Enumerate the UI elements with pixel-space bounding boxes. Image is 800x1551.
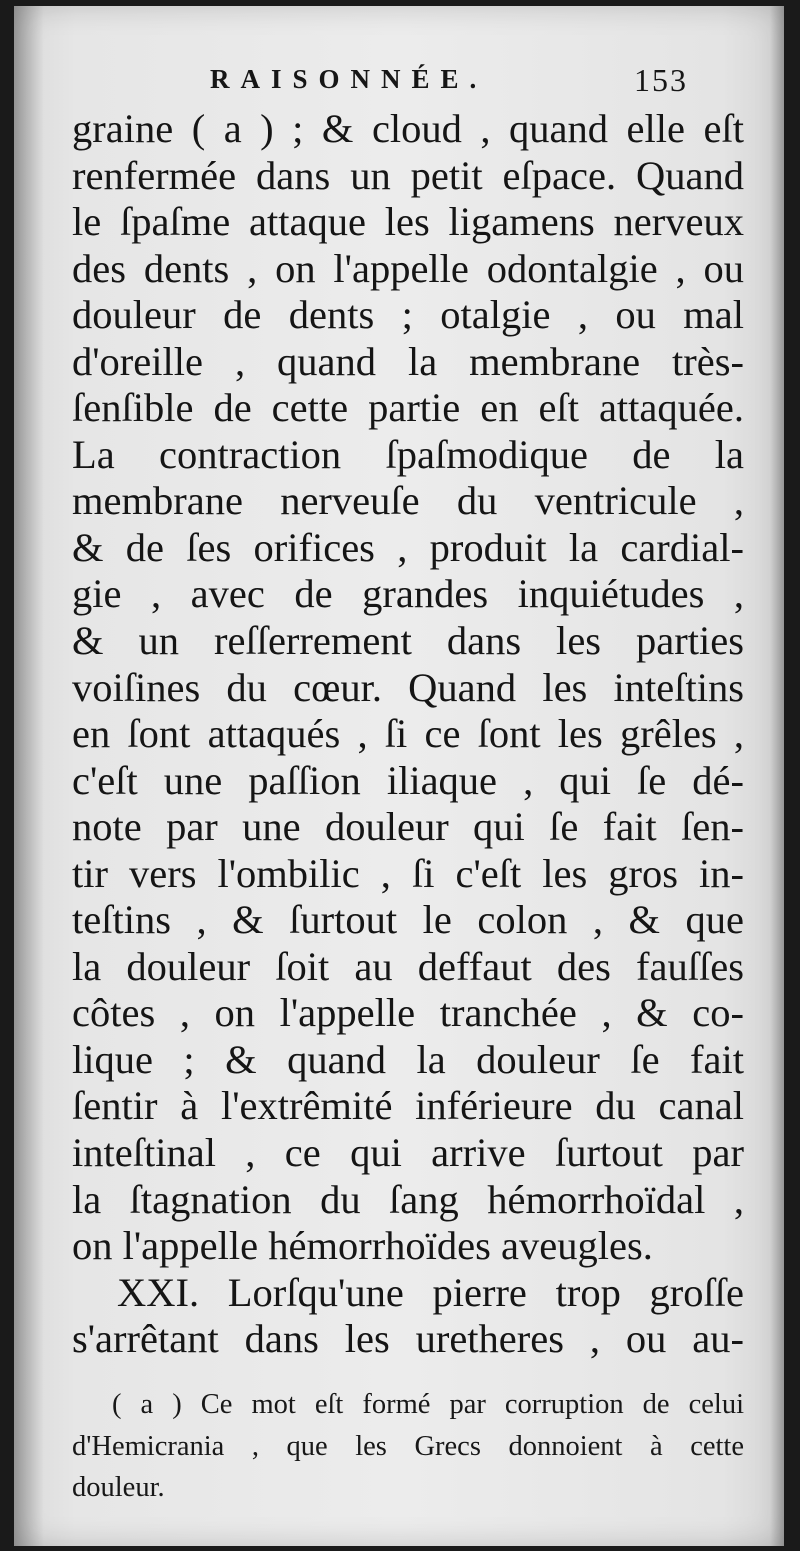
- text-line: ſenſible de cette partie en eſt attaquée.: [72, 385, 744, 431]
- text-line: renfermée dans un petit eſpace. Quand: [72, 152, 744, 198]
- text-line: & de ſes orifices , produit la cardial-: [72, 524, 744, 570]
- text-line: graine ( a ) ; & cloud , quand elle eſt: [72, 106, 744, 151]
- text-line: côtes , on l'appelle tranchée , & co-: [72, 990, 744, 1036]
- body-text: [72, 106, 744, 1363]
- text-line: inteſtinal , ce qui arrive ſurtout par: [72, 1130, 744, 1176]
- text-line: membrane nerveuſe du ventricule ,: [72, 478, 744, 524]
- text-line: en ſont attaqués , ſi ce ſont les grêles ,: [72, 711, 744, 757]
- text-line: douleur de dents ; otalgie , ou mal: [72, 292, 744, 338]
- text-line: note par une douleur qui ſe fait ſen-: [72, 804, 744, 850]
- book-page: [14, 6, 784, 1546]
- footnote-line: douleur.: [72, 1472, 165, 1503]
- text-line: ſentir à l'extrêmité inférieure du canal: [72, 1083, 744, 1129]
- text-line: gie , avec de grandes inquiétudes ,: [72, 571, 744, 617]
- section-start-line: XXI. Lorſqu'une pierre trop groſſe: [117, 1269, 744, 1315]
- text-line: des dents , on l'appelle odontalgie , ou: [72, 245, 744, 291]
- text-line: lique ; & quand la douleur ſe fait: [72, 1036, 744, 1082]
- footnote-line: d'Hemicrania , que les Grecs donnoient à cette: [72, 1430, 744, 1462]
- text-line: La contraction ſpaſmodique de la: [72, 431, 744, 477]
- text-line: la douleur ſoit au deffaut des fauſſes: [72, 943, 744, 989]
- footnote: [72, 1384, 744, 1509]
- footnote-line: ( a ) Ce mot eſt formé par corruption de celui: [112, 1389, 744, 1420]
- page-edge-shadow: [770, 6, 784, 1546]
- text-line: s'arrêtant dans les uretheres , ou au-: [72, 1316, 744, 1362]
- text-line: & un reſſerrement dans les parties: [72, 618, 744, 664]
- page-number: 153: [634, 62, 688, 98]
- running-head: [14, 64, 784, 104]
- text-line: tir vers l'ombilic , ſi c'eſt les gros in-: [72, 850, 744, 896]
- text-line: teſtins , & ſurtout le colon , & que: [72, 897, 744, 943]
- text-line: d'oreille , quand la membrane très-: [72, 338, 744, 384]
- text-line: voiſines du cœur. Quand les inteſtins: [72, 664, 744, 710]
- text-line: la ſtagnation du ſang hémorrhoïdal ,: [72, 1176, 744, 1222]
- text-line: le ſpaſme attaque les ligamens nerveux: [72, 199, 744, 245]
- text-line: c'eſt une paſſion iliaque , qui ſe dé-: [72, 757, 744, 803]
- spine-shadow: [14, 6, 44, 1546]
- running-head-title: RAISONNÉE.: [210, 64, 488, 94]
- text-line: on l'appelle hémorrhoïdes aveugles.: [72, 1223, 653, 1269]
